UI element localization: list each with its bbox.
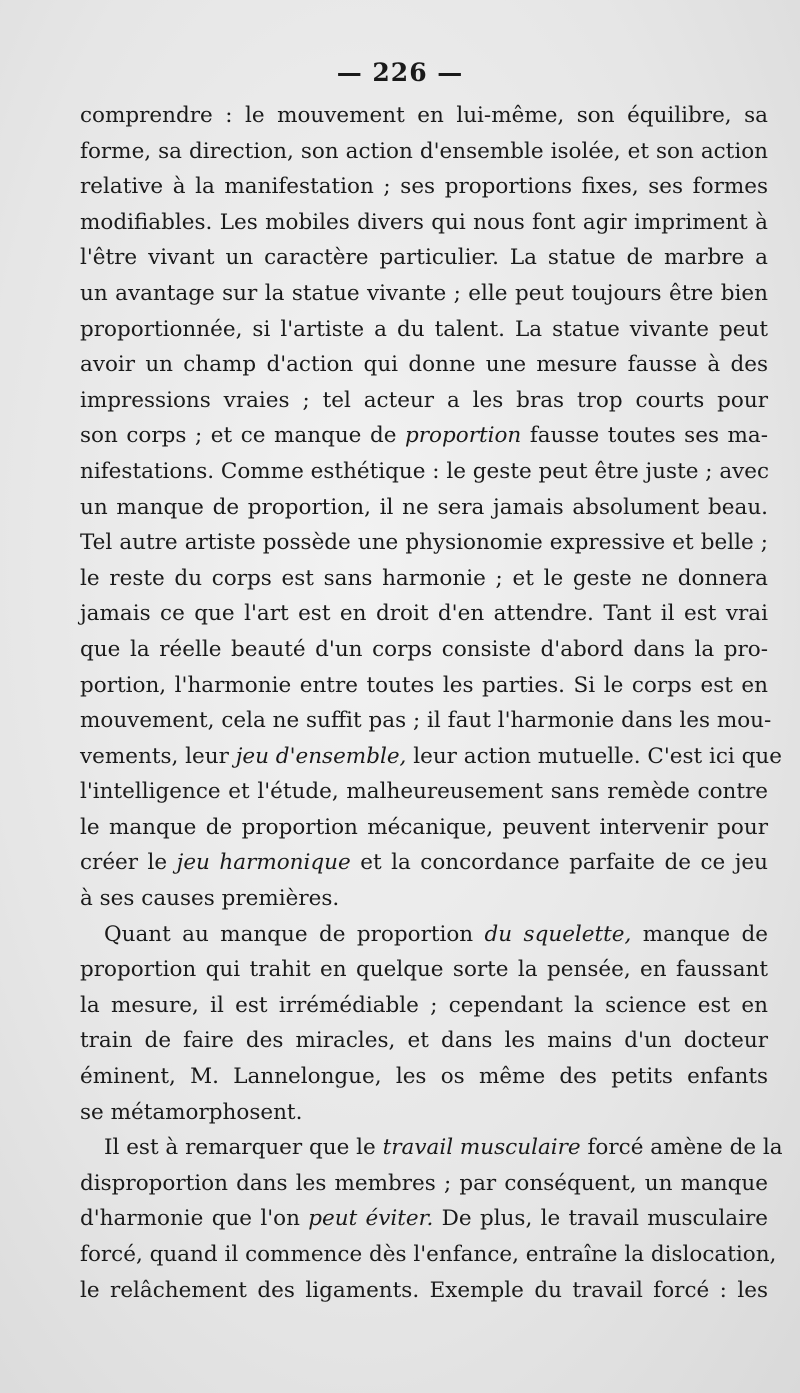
text-line: le manque de proportion mécanique, peuvent intervenir pour [80, 814, 768, 840]
text-line: l'intelligence et l'étude, malheureusement sans remède contre [80, 779, 768, 805]
text-line: relative à la manifestation ; ses proportions fixes, ses formes [80, 174, 768, 200]
paragraph [80, 1130, 783, 1308]
text-line: proportionnée, si l'artiste a du talent. La statue vivante peut [80, 316, 768, 342]
page-number: — 226 — [336, 58, 464, 87]
text-line: avoir un champ d'action qui donne une mesure fausse à des [80, 352, 768, 378]
text-line: un manque de proportion, il ne sera jamais absolument beau. [80, 494, 768, 520]
text-line: un avantage sur la statue vivante ; elle peut toujours être bien [80, 280, 768, 306]
text-line: forcé, quand il commence dès l'enfance, entraîne la dislocation, [80, 1242, 777, 1267]
text-line: impressions vraies ; tel acteur a les bras trop courts pour [80, 387, 768, 413]
text-line: vements, leur jeu d'ensemble, leur action mutuelle. C'est ici que [80, 743, 782, 769]
paragraph [80, 917, 768, 1131]
body-text [80, 98, 783, 1308]
text-line: mouvement, cela ne suffit pas ; il faut l'harmonie dans les mou- [80, 708, 772, 734]
text-line: train de faire des miracles, et dans les mains d'un docteur [80, 1028, 768, 1054]
emphasis: peut éviter. [308, 1206, 434, 1232]
text-line: à ses causes premières. [80, 886, 340, 912]
text-line: portion, l'harmonie entre toutes les parties. Si le corps est en [80, 672, 768, 698]
text-line: disproportion dans les membres ; par conséquent, un manque [80, 1170, 768, 1196]
text-line: que la réelle beauté d'un corps consiste d'abord dans la pro- [80, 636, 768, 662]
emphasis: jeu d'ensemble, [235, 743, 407, 769]
text-line: créer le jeu harmonique et la concordance parfaite de ce jeu [80, 850, 768, 876]
text-line: Il est à remarquer que le travail musculaire forcé amène de la [104, 1135, 783, 1161]
text-line: comprendre : le mouvement en lui-même, son équilibre, sa [80, 103, 768, 128]
text-line: l'être vivant un caractère particulier. La statue de marbre a [80, 245, 768, 271]
text-line: le relâchement des ligaments. Exemple du travail forcé : les [80, 1277, 768, 1303]
text-line: la mesure, il est irrémédiable ; cependant la science est en [80, 992, 768, 1018]
text-line: Quant au manque de proportion du squelette, manque de [104, 921, 769, 947]
text-line: son corps ; et ce manque de proportion fausse toutes ses ma- [80, 423, 768, 449]
emphasis: travail musculaire [382, 1135, 581, 1161]
text-line: forme, sa direction, son action d'ensemble isolée, et son action [80, 138, 768, 164]
text-line: éminent, M. Lannelongue, les os même des petits enfants [80, 1064, 768, 1090]
paragraph [80, 98, 782, 917]
text-line: d'harmonie que l'on peut éviter. De plus, le travail musculaire [80, 1206, 768, 1232]
text-line: se métamorphosent. [80, 1099, 303, 1125]
emphasis: proportion [405, 423, 522, 449]
text-line: proportion qui trahit en quelque sorte la pensée, en faussant [80, 957, 768, 983]
text-line: nifestations. Comme esthétique : le geste peut être juste ; avec [80, 458, 770, 484]
text-line: jamais ce que l'art est en droit d'en attendre. Tant il est vrai [80, 601, 768, 627]
emphasis: du squelette, [484, 921, 632, 947]
text-line: Tel autre artiste possède une physionomie expressive et belle ; [80, 530, 768, 556]
text-line: modifiables. Les mobiles divers qui nous font agir impriment à [80, 209, 768, 235]
text-line: le reste du corps est sans harmonie ; et le geste ne donnera [80, 565, 768, 591]
emphasis: jeu harmonique [176, 850, 351, 876]
